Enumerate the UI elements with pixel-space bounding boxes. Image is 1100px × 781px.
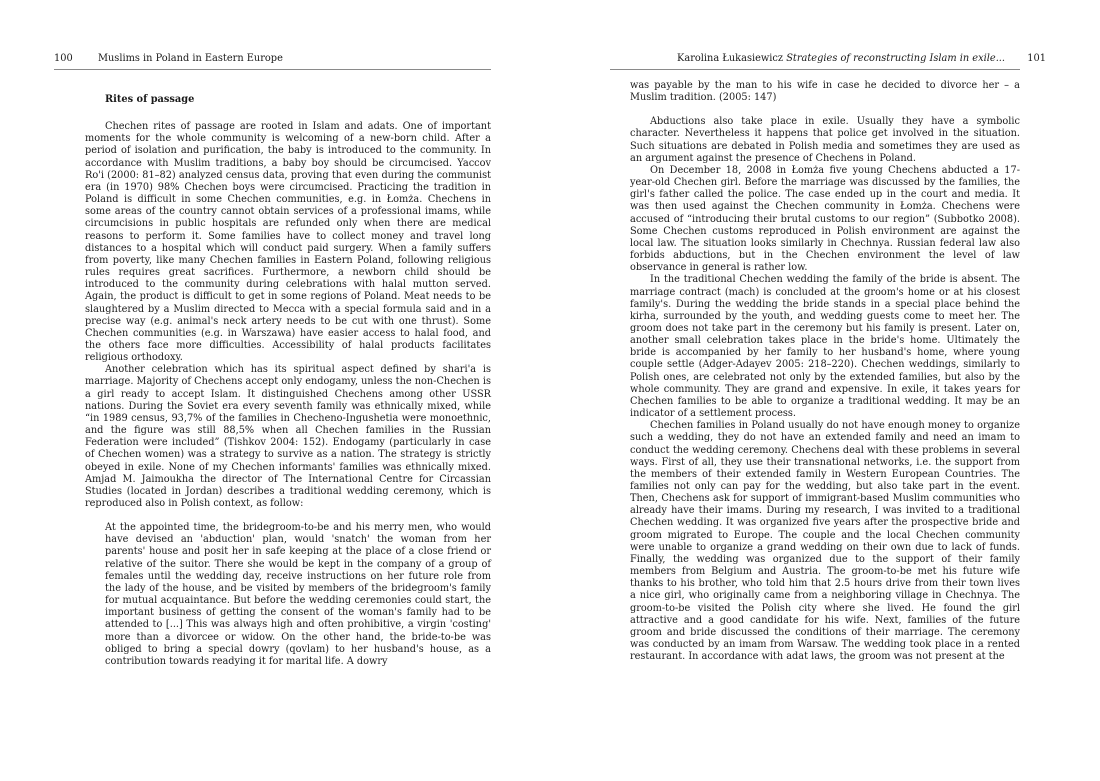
left-paragraph-2: Another celebration which has its spiritual aspect defined by shari'a is marriage. Majority of Chechens accept only endogamy, unless the non-Chechen is a girl ready to accept Islam. It distinguished Chechens among other USSR nations. During the Soviet era every seventh family was ethnically mixed, while “in 1989 census, 93,7% of the families in Checheno-Ingushetia were monoethnic, and the figure was still 88,5% when all Chechen families in the Russian Federation were included” (Tishkov 2004: 152). Endogamy (particularly in case of Chechen women) was a strategy to survive as a nation. The strategy is strictly obeyed in exile. None of my Chechen informants' families was ethnically mixed. Amjad M. Jaimoukha the director of The International Centre for Circassian Studies (located in Jordan) describes a traditional wedding ceremony, which is reproduced also in Polish context, as follow: [85,364,491,509]
section-heading: Rites of passage [105,94,195,105]
right-paragraph-4: Chechen families in Poland usually do not have enough money to organize such a wedding, they do not have an extended family and need an imam to conduct the wedding ceremony. Chechens deal with these problems in several ways. First of all, they use their transnational networks, i.e. the support from the members of their extended family in Western European Countries. The families not only can pay for the wedding, but also take part in the event. Then, Chechens ask for support of immigrant-based Muslim communities who already have their imams. During my research, I was invited to a traditional Chechen wedding. It was organized five years after the prospective bride and groom migrated to Europe. The couple and the local Chechen community were unable to organize a grand wedding on their own due to lack of funds. Finally, the wedding was organized due to the support of their family members from Belgium and Austria. The groom-to-be met his future wife thanks to his brother, who told him that 2.5 hours drive from their town lives a nice girl, who originally came from a neighboring village in Chechnya. The groom-to-be visited the Polish city where she lived. He found the girl attractive and a good candidate for his wife. Next, families of the future groom and bride discussed the conditions of their marriage. The ceremony was conducted by an imam from Warsaw. The wedding took place in a rented restaurant. In accordance with adat laws, the groom was not present at the [630,420,1020,663]
right-paragraph-2: On December 18, 2008 in Łomża five young Chechens abducted a 17-year-old Chechen girl. Before the marriage was discussed by the families, the girl's father called the police. The case ended up in the court and media. It was then used against the Chechen community in Łomża. Chechens were accused of “introducing their brutal customs to our region” (Subbotko 2008). Some Chechen customs reproduced in Polish environment are against the local law. The situation looks similarly in Chechnya. Russian federal law also forbids abductions, but in the Chechen environment the level of law observance in general is rather low. [630,164,1020,274]
right-header-rule [610,69,1020,70]
left-body [85,94,491,668]
block-quote [85,522,491,668]
right-page-number: 101 [1027,53,1046,64]
block-quote-text: At the appointed time, the bridegroom-to-be and his merry men, who would have devised an 'abduction' plan, would 'snatch' the woman from her parents' house and posit her in safe keeping at the place of a close friend or relative of the suitor. There she would be kept in the company of a group of females until the wedding day, receive instructions on her future role from the lady of the house, and be visited by members of the bridegroom's family for mutual acquaintance. But before the wedding ceremonies could start, the important business of getting the consent of the woman's family had to be attended to [...] This was always high and often prohibitive, a virgin 'costing' more than a divorcee or widow. On the other hand, the bride-to-be was obliged to bring a special dowry (qovlam) to her husband's house, as a contribution towards readying it for marital life. A dowry [105,522,491,667]
left-header-rule [54,69,491,70]
right-body [630,80,1020,663]
right-running-head-title: Strategies of reconstructing Islam in exile... [786,53,1006,64]
left-running-header [54,53,491,64]
right-paragraph-1: Abductions also take place in exile. Usually they have a symbolic character. Nevertheless it happens that police get involved in the situation. Such situations are debated in Polish media and sometimes they are used as an argument against the presence of Chechens in Poland. [630,116,1020,164]
quote-continuation: was payable by the man to his wife in case he decided to divorce her – a Muslim tradition. (2005: 147) [630,80,1020,104]
left-paragraph-1: Chechen rites of passage are rooted in Islam and adats. One of important moments for the whole community is welcoming of a new-born child. After a period of isolation and purification, the baby is introduced to the community. In accordance with Muslim traditions, a baby boy should be circumcised. Yaccov Ro'i (2000: 81–82) analyzed census data, proving that even during the communist era (in 1970) 98% Chechen boys were circumcised. Practicing the tradition in Poland is difficult in some Chechen communities, e.g. in Łomża. Chechens in some areas of the country cannot obtain services of a professional imams, while circumcisions in public hospitals are refunded only when there are medical reasons to perform it. Some families have to collect money and travel long distances to a hospital which will conduct paid surgery. When a family suffers from poverty, like many Chechen families in Eastern Poland, following religious rules requires great sacrifices. Furthermore, a newborn child should be introduced to the community during celebrations with halal mutton served. Again, the product is difficult to get in some regions of Poland. Meat needs to be slaughtered by a Muslim directed to Mecca with a special formula said and in a precise way (e.g. animal's neck artery needs to be cut with one thrust). Some Chechen communities (e.g. in Warszawa) have easier access to halal food, and the others face more difficulties. Accessibility of halal products facilitates religious orthodoxy. [85,121,491,364]
left-running-head: Muslims in Poland in Eastern Europe [97,53,283,64]
right-paragraph-3: In the traditional Chechen wedding the family of the bride is absent. The marriage contract (mach) is concluded at the groom's home or at his closest family's. During the wedding the bride stands in a special place behind the kirha, surrounded by the youth, and wedding guests come to meet her. The groom does not take part in the ceremony but his family is present. Later on, another small celebration takes place in the bride's home. Ultimately the bride is accompanied by her family to her husband's home, where young couple settle (Adger-Adayev 2005: 218–220). Chechen weddings, similarly to Polish ones, are celebrated not only by the extended families, but also by the whole community. They are grand and expensive. In exile, it takes years for Chechen families to be able to organize a traditional wedding. It may be an indicator of a settlement process. [630,274,1020,420]
left-page-number: 100 [54,53,73,64]
right-running-header [610,53,1046,64]
right-running-head-author: Karolina Łukasiewicz [677,53,784,64]
